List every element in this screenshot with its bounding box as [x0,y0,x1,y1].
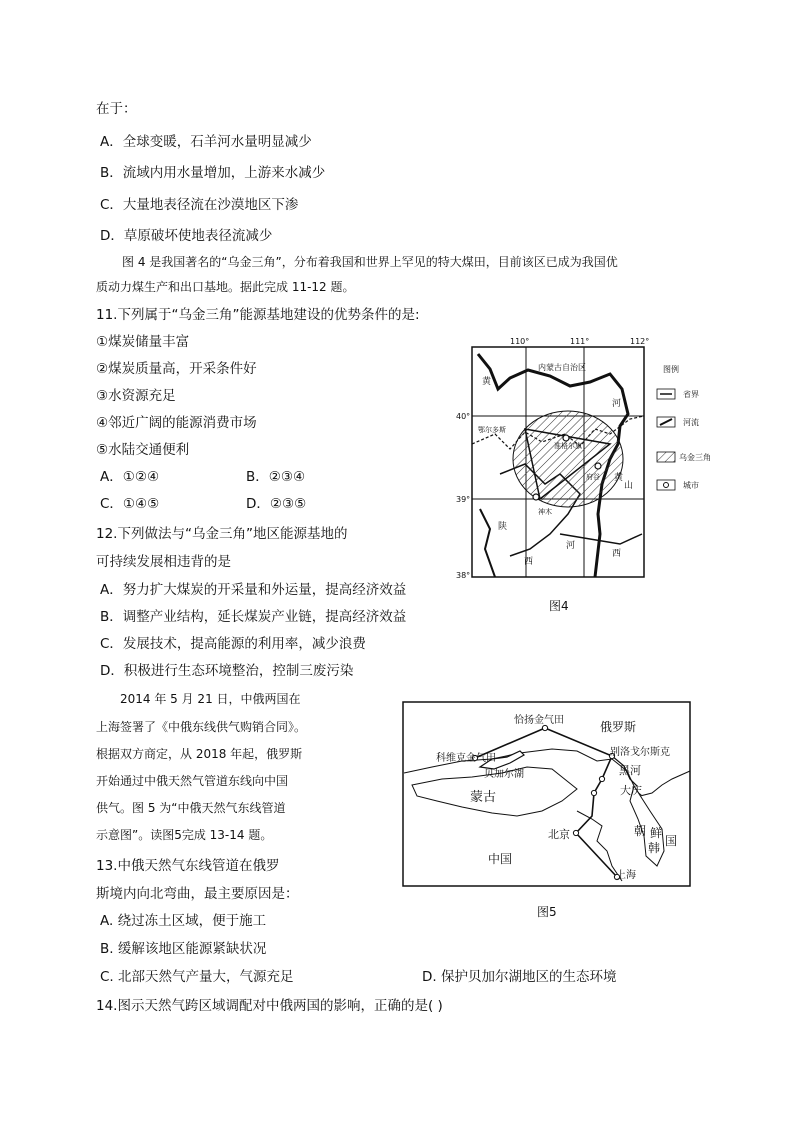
fig4-label-shan: 山 [624,481,634,491]
fig4-label-huang1: 黄 [482,377,492,387]
q10-tail-text: 在于： [96,101,137,117]
fig4-lat-40: 40° [456,412,471,421]
q11-item-3: ③水资源充足 [96,388,176,404]
figure-5-map [402,701,692,887]
fig5-label-xian: 鲜 [650,826,663,840]
q11-option-c: C．①④⑤ [100,496,160,512]
fig5-label-china: 中国 [488,852,513,866]
fig4-lat-38: 38° [456,571,471,580]
q11-option-a: A．①②④ [100,469,160,485]
fig4-legend-wujin: 乌金三角 [679,453,711,462]
fig4-label-ordos: 鄂尔多斯 [478,426,506,434]
q12-option-d: D．积极进行生态环境整治，控制三废污染 [100,663,354,679]
fig5-label-han: 韩 [648,841,661,855]
fig4-label-huang2: 黄 [614,473,624,483]
q11-stem: 11.下列属于“乌金三角”能源基地建设的优势条件的是: [96,307,420,323]
fig4-label-shenmu: 神木 [538,508,552,516]
fig4-label-fugu: 府谷 [586,473,600,481]
fig5-label-baikal: 贝加尔湖 [484,769,524,780]
q12-option-c: C．发展技术，提高能源的利用率，减少浪费 [100,636,366,652]
fig4-label-he1: 河 [566,541,576,551]
q13-option-a: A. 绕过冻土区域，便于施工 [100,913,267,929]
q12-option-b: B．调整产业结构，延长煤炭产业链，提高经济效益 [100,609,407,625]
fig5-caption: 图5 [537,905,557,919]
intro-fig5-line3: 根据双方商定，从 2018 年起，俄罗斯 [96,747,303,761]
fig5-label-chao: 朝 [634,824,647,838]
figure-4-map [456,334,720,582]
intro-fig5-line2: 上海签署了《中俄东线供气购销合同》。 [96,720,307,734]
fig4-label-shaan: 陕 [498,522,508,532]
q11-item-2: ②煤炭质量高，开采条件好 [96,361,257,377]
fig5-label-chayanda: 恰扬金气田 [514,715,564,726]
q14-stem: 14.图示天然气跨区域调配对中俄两国的影响，正确的是( ) [96,998,443,1014]
q10-option-a: A．全球变暖，石羊河水量明显减少 [100,134,312,150]
fig5-label-shanghai: 上海 [616,870,636,881]
intro-fig4-line1: 图 4 是我国著名的“乌金三角”，分布着我国和世界上罕见的特大煤田，目前该区已成为我国优 [122,255,618,269]
fig4-legend-city: 城市 [683,481,699,490]
intro-fig5-line1: 2014 年 5 月 21 日，中俄两国在 [120,692,301,706]
fig4-label-xi2: 西 [612,549,622,559]
fig4-lon-110: 110° [510,337,530,346]
fig5-label-guo: 国 [665,834,678,848]
q11-item-4: ④邻近广阔的能源消费市场 [96,415,257,431]
fig5-label-russia: 俄罗斯 [600,720,637,734]
q13-option-c: C. 北部天然气产量大，气源充足 [100,969,294,985]
fig4-lat-39: 39° [456,495,471,504]
fig4-caption: 图4 [549,599,569,613]
q10-option-c: C．大量地表径流在沙漠地区下渗 [100,197,299,213]
intro-fig5-line6: 示意图”。读图5完成 13-14 题。 [96,828,273,842]
fig4-lon-112: 112° [630,337,650,346]
q11-option-d: D．②③⑤ [246,496,307,512]
q12-stem-line1: 12.下列做法与“乌金三角”地区能源基地的 [96,526,348,542]
fig5-label-daqing: 大庆 [620,784,642,797]
intro-fig4-line2: 质动力煤生产和出口基地。据此完成 11-12 题。 [96,280,355,294]
fig5-label-belogorsk: 别洛戈尔斯克 [610,747,670,758]
q10-option-b: B．流域内用水量增加，上游来水减少 [100,165,326,181]
q13-stem-line1: 13.中俄天然气东线管道在俄罗 [96,858,280,874]
fig4-label-xi1: 西 [524,557,534,567]
intro-fig5-line4: 开始通过中俄天然气管道东线向中国 [96,774,289,788]
q11-item-5: ⑤水陆交通便利 [96,442,190,458]
q11-option-b: B．②③④ [246,469,306,485]
fig4-label-zhungeer: 准格尔旗 [554,442,582,450]
q13-stem-line2: 斯境内向北弯曲，最主要原因是： [96,886,299,902]
q12-option-a: A．努力扩大煤炭的开采量和外运量，提高经济效益 [100,582,407,598]
q13-option-d: D. 保护贝加尔湖地区的生态环境 [422,969,617,985]
fig4-lon-111: 111° [570,337,590,346]
fig5-label-beijing: 北京 [548,828,570,841]
fig4-label-neimenggu: 内蒙古自治区 [538,363,586,372]
q12-stem-line2: 可持续发展相违背的是 [96,554,231,570]
fig4-label-he2: 河 [612,399,622,409]
fig5-label-kovykta: 科维克金气田 [436,753,496,764]
q10-option-d: D．草原破坏使地表径流减少 [100,228,273,244]
fig4-legend-river: 河流 [683,418,699,427]
fig4-legend-border: 省界 [683,390,699,399]
fig4-legend-title: 图例 [663,365,679,374]
fig5-label-mongolia: 蒙古 [470,790,497,805]
intro-fig5-line5: 供气。图 5 为“中俄天然气东线管道 [96,801,286,815]
fig5-label-heihe: 黑河 [619,764,641,777]
q13-option-b: B. 缓解该地区能源紧缺状况 [100,941,267,957]
q11-item-1: ①煤炭储量丰富 [96,334,190,350]
